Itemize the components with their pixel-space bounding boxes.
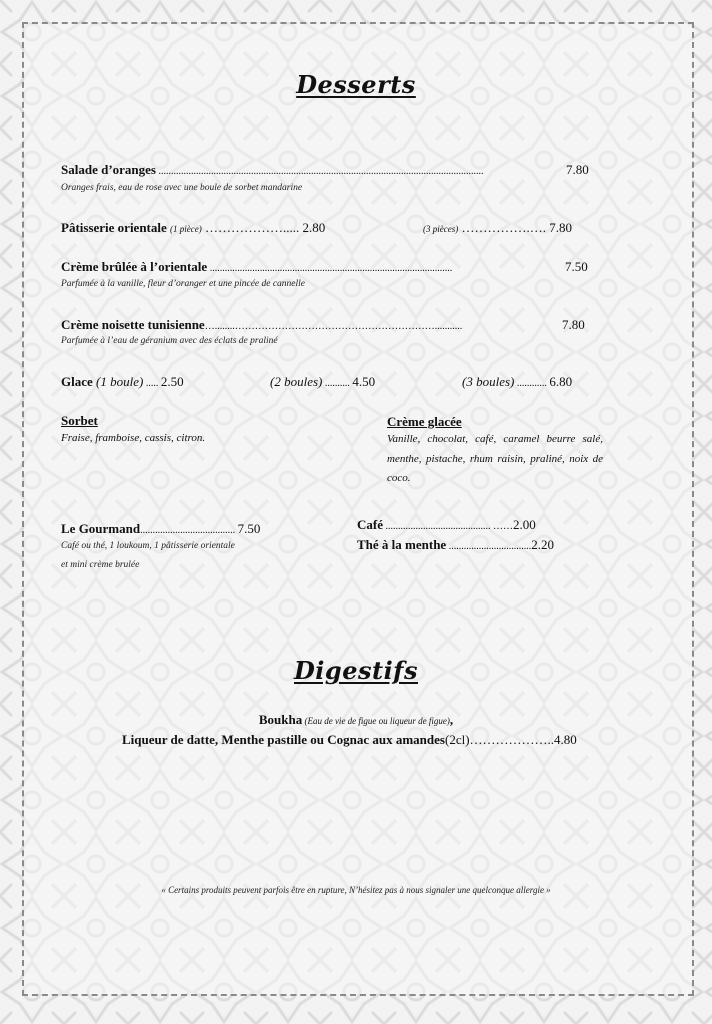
patisserie-option-3 [423,220,572,236]
dot-leader: ................................. [446,541,532,552]
item-name: Boukha [258,712,303,727]
item-description: Parfumée à la vanille, fleur d’oranger et une pincée de cannelle [61,279,306,289]
item-name: Liqueur de datte, Menthe pastille ou Cognac aux amandes [122,732,445,747]
quantity-1: (1 pièce) [170,224,202,234]
price-3: 7.80 [549,220,572,235]
dot-leader: ............ [514,378,550,389]
digestif-boukha [0,712,712,728]
price-1: 2.50 [160,374,184,389]
dot-leader: .......................................... …… [383,521,513,532]
glace-option-3: (3 boules) [462,374,515,389]
price-1: 2.80 [302,220,326,235]
dot-leader: ...................................... [140,525,238,536]
sorbet-description: Fraise, framboise, cassis, citron. [61,432,206,444]
item-name: Pâtisserie orientale [61,220,167,235]
dot-leader: ……………….. [469,732,555,747]
item-size: (2cl) [444,732,470,747]
digestif-liqueurs [122,732,577,748]
glace-option-3-row [462,374,572,390]
menu-item-creme-brulee [61,259,452,275]
item-price: 7.50 [565,259,588,274]
creme-glacee-heading: Crème glacée [387,414,462,429]
dot-leader: .................................................................................................................................. [155,166,484,177]
menu-item-creme-noisette [61,317,462,333]
allergy-notice: « Certains produits peuvent parfois être en rupture, N’hésitez pas à nous signaler une quelconque allergie » [161,885,551,895]
item-price: 4.80 [554,732,577,747]
item-description: (Eau de vie de figue ou liqueur de figue) [302,716,450,726]
menu-item-gourmand [61,521,260,537]
quantity-3: (3 pièces) [423,224,459,234]
item-name: Salade d’oranges [61,162,156,177]
dot-leader: .......... [322,378,353,389]
menu-item-glace [61,374,184,390]
separator: , [449,712,454,727]
price-2: 4.50 [352,374,376,389]
item-name: Le Gourmand [61,521,141,536]
digestifs-title: Digestifs [293,656,419,685]
item-name: Crème brûlée à l’orientale [61,259,208,274]
item-price: 7.80 [562,317,585,332]
item-name: Thé à la menthe [357,537,447,552]
item-price: 7.50 [237,521,261,536]
menu-item-patisserie [61,220,325,236]
item-name: Glace [61,374,93,389]
dot-leader: …………….…. [461,220,550,235]
item-price: 2.00 [513,517,536,532]
price-3: 6.80 [549,374,573,389]
gourmand-description-1: Café ou thé, 1 loukoum, 1 pâtisserie orientale [61,541,235,551]
dot-leader: …........……………………………………………………........... [204,321,463,332]
item-price: 2.20 [531,537,554,552]
menu-item-salade [61,162,483,178]
item-price: 7.80 [566,162,589,177]
glace-option-2: (2 boules) [270,374,323,389]
item-name: Café [357,517,383,532]
dot-leader: ………………..... [205,220,303,235]
glace-option-2-row [270,374,375,390]
sorbet-heading: Sorbet [61,413,98,428]
desserts-title: Desserts [296,70,416,99]
menu-item-cafe [357,517,536,533]
item-description: Oranges frais, eau de rose avec une boule de sorbet mandarine [61,183,303,193]
menu-item-the [357,537,554,553]
item-description: Parfumée à l’eau de géranium avec des éclats de praliné [61,336,278,346]
item-name: Crème noisette tunisienne [61,317,205,332]
gourmand-description-2: et mini crème brulée [61,560,140,570]
creme-glacee-description: Vanille, chocolat, café, caramel beurre salé, menthe, pistache, rhum raisin, praliné, noix de coco. [387,433,603,484]
glace-option-1: (1 boule) [96,374,144,389]
dot-leader: ..... [143,378,161,389]
dot-leader: ................................................................................................. [207,263,453,274]
